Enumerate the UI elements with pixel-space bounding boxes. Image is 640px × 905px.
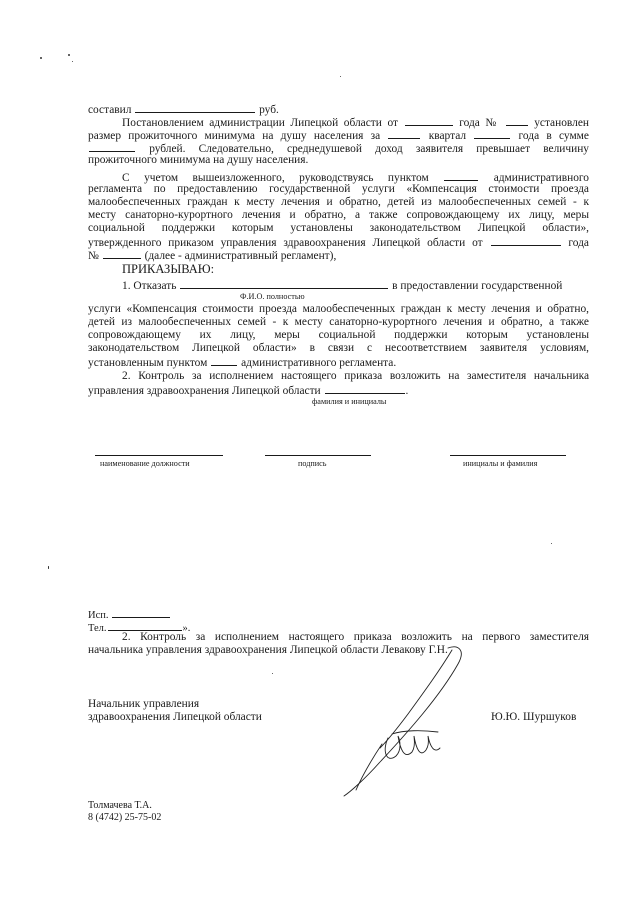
item1-line-1: 1. Отказать в предоставлении государственной [122, 280, 563, 292]
scan-speck [48, 566, 49, 569]
control-line-1: 2. Контроль за исполнением настоящего приказа возложить на первого заместителя [122, 631, 589, 643]
scan-speck [551, 543, 552, 544]
signatory-name: Ю.Ю. Шуршуков [491, 711, 577, 723]
item1-line-5: законодательством Липецкой области» в связи с несоответствием заявителя условиям, [88, 342, 589, 354]
p2-line-7: № (далее - административный регламент), [88, 250, 337, 262]
p2-line-4: месту санаторно-курортного лечения и обратно, а также сопровождающему их лицу, меры [88, 209, 589, 221]
p1-line-1: составил руб. [88, 104, 279, 116]
order-word: ПРИКАЗЫВАЮ: [122, 262, 215, 276]
scan-speck [272, 673, 273, 674]
signature-line [265, 455, 371, 456]
p1-line-5: прожиточного минимума на душу населения. [88, 154, 309, 166]
scan-speck [68, 54, 70, 56]
p2-line-1: С учетом вышеизложенного, руководствуясь пунктом административного [122, 172, 589, 184]
initials-caption: инициалы и фамилия [463, 459, 538, 468]
phone-label: Тел. ». [88, 623, 191, 634]
executor-phone: 8 (4742) 25-75-02 [88, 812, 162, 823]
p1-line-4: рублей. Следовательно, среднедушевой доход заявителя превышает величину [88, 141, 589, 156]
p2-line-6: утвержденного приказом управления здравоохранения Липецкой области от года [88, 237, 589, 249]
handwritten-signature-icon [330, 640, 500, 800]
p1-line-2: Постановлением администрации Липецкой области от года № установлен [122, 117, 589, 129]
item2-line-1: 2. Контроль за исполнением настоящего приказа возложить на заместителя начальника [122, 370, 589, 382]
scan-speck [72, 61, 73, 62]
fio-initials-caption: фамилия и инициалы [312, 397, 387, 406]
scan-speck [40, 57, 42, 59]
item1-line-3: детей из малообеспеченных семей - к месту санаторно-курортного лечения и обратно, а также [88, 316, 589, 328]
item1-line-4: сопровождающему их лицу, меры социальной поддержки которым установлены [88, 329, 589, 341]
position-line [95, 455, 223, 456]
scan-speck [340, 76, 341, 77]
initials-line [450, 455, 566, 456]
position-caption: наименование должности [100, 459, 190, 468]
signatory-title-1: Начальник управления [88, 698, 200, 710]
p2-line-3: малообеспеченных граждан к месту лечения и обратно, детей из малообеспеченных семей - к [88, 196, 589, 208]
p2-line-5: социальной поддержки которым установлены законодательством Липецкой области», [88, 222, 589, 234]
p2-line-2: регламента по предоставлению государственной услуги «Компенсация стоимости проезда [88, 183, 589, 195]
signature-caption: подпись [298, 459, 327, 468]
item1-line-6: установленным пунктом административного регламента. [88, 357, 397, 369]
executor-label: Исп. [88, 608, 171, 622]
item2-line-2: управления здравоохранения Липецкой области . [88, 385, 409, 397]
executor-name: Толмачева Т.А. [88, 800, 152, 811]
p1-line-3: размер прожиточного минимума на душу населения за квартал года в сумме [88, 130, 589, 142]
control-line-2: начальника управления здравоохранения Липецкой области Левакову Г.Н. [88, 644, 448, 656]
fio-caption: Ф.И.О. полностью [240, 292, 305, 301]
item1-line-2: услуги «Компенсация стоимости проезда малообеспеченных граждан к месту лечения и обратно, [88, 303, 589, 315]
signatory-title-2: здравоохранения Липецкой области [88, 711, 262, 723]
